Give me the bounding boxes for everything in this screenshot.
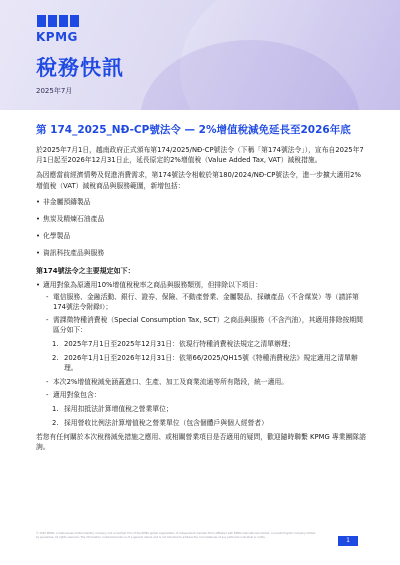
article-headline: 第 174_2025_NĐ-CP號法令 — 2%增值稅減免延長至2026年底 <box>36 124 351 136</box>
rules-heading: 第174號法令之主要規定如下： <box>36 266 135 275</box>
list-number: 1. <box>52 339 59 348</box>
dash-marker: - <box>46 378 49 387</box>
article-body <box>36 123 366 452</box>
issue-date: 2025年7月 <box>36 87 73 95</box>
list-item: • 化學製品 <box>36 231 366 241</box>
applicable-heading: 適用對象包含： <box>53 391 101 400</box>
list-item: • 焦炭及精煉石油產品 <box>36 214 366 224</box>
kpmg-logo-icon <box>36 14 82 28</box>
uniform-text: 本次2%增值稅減免涵蓋進口、生產、加工及商業流通等所有階段，統一適用。 <box>53 378 289 387</box>
main-rule-text: 適用對象為原適用10%增值稅稅率之商品與服務類別，但排除以下項目： <box>43 280 263 289</box>
period-list <box>36 339 366 374</box>
list-number: 2. <box>52 353 59 362</box>
period-text: 2026年1月1日至2026年12月31日：依第66/2025/QH15號《特種消費稅法》規定適用之清單辦理。 <box>64 353 358 373</box>
page-title: 稅務快訊 <box>36 56 124 80</box>
dash-marker: - <box>46 391 49 400</box>
list-item: • 非金屬預鑄製品 <box>36 197 366 207</box>
list-number: 2. <box>52 418 59 427</box>
exclusion-text: 電信服務、金融活動、銀行、證券、保險、不動產營業、金屬製品、採礦產品（不含煤炭）等（請詳第174號法令附錄I）； <box>53 292 359 312</box>
closing-paragraph: 若您有任何關於本次稅務減免措施之應用、或相關營業項目是否適用的疑問，歡迎隨時聯繫 KPMG 專業團隊諮詢。 <box>36 433 366 452</box>
list-number: 1. <box>52 404 59 413</box>
dash-marker: - <box>46 292 49 301</box>
list-item <box>52 339 366 349</box>
list-item <box>46 377 366 387</box>
period-text: 2025年7月1日至2025年12月31日：依現行特種消費稅法規定之清單辦理； <box>64 339 295 348</box>
list-item <box>46 292 366 312</box>
list-item <box>52 353 366 373</box>
list-item <box>52 404 366 414</box>
exclusion-list <box>36 292 366 336</box>
category-list <box>36 197 366 259</box>
applicable-text: 採用營收比例法計算增值稅之營業單位（包含個體戶與個人經營者） <box>64 418 268 427</box>
intro-paragraph: 於2025年7月1日，越南政府正式頒布第174/2025/NĐ-CP號法令（下稱「第174號法令」），宣布自2025年7月1日起至2026年12月31日止，延長原定的2%增值稅（Value Added Tax, VAT）減稅措施。 <box>36 146 364 165</box>
applicable-list <box>36 404 366 428</box>
rules-list <box>36 280 366 290</box>
lead-paragraph: 為因應當前經濟情勢及促進消費需求，第174號法令相較於第180/2024/NĐ-CP號法令，進一步擴大適用2%增值稅（VAT）減稅商品與服務範圍，新增包括： <box>36 171 361 190</box>
header-banner <box>0 0 400 110</box>
logo-wordmark: KPMG <box>36 30 78 44</box>
footer-disclaimer: © 2025 KPMG, a Vietnamese limited liability company and a member firm of the KPMG global organization of independent member firms affiliated with KPMG International Limited, a private English company limited by guarantee. All rights reserved. The information contained herein is of a general nature and is not intended to address the circumstances of any particular individual or entity. <box>36 532 316 539</box>
main-rule <box>36 280 366 290</box>
exclusion-text: 需課徵特種消費稅（Special Consumption Tax, SCT）之商品與服務（不含汽油），其適用排除按期間區分如下： <box>53 316 363 335</box>
list-item <box>46 390 366 400</box>
list-item: • 資訊科技產品與服務 <box>36 248 366 258</box>
dash-marker: - <box>46 316 49 325</box>
page-number-badge: 1 <box>338 536 358 546</box>
applicable-text: 採用扣抵法計算增值稅之營業單位； <box>64 404 173 413</box>
list-item <box>46 315 366 335</box>
uniform-note <box>36 377 366 400</box>
list-item <box>52 418 366 428</box>
